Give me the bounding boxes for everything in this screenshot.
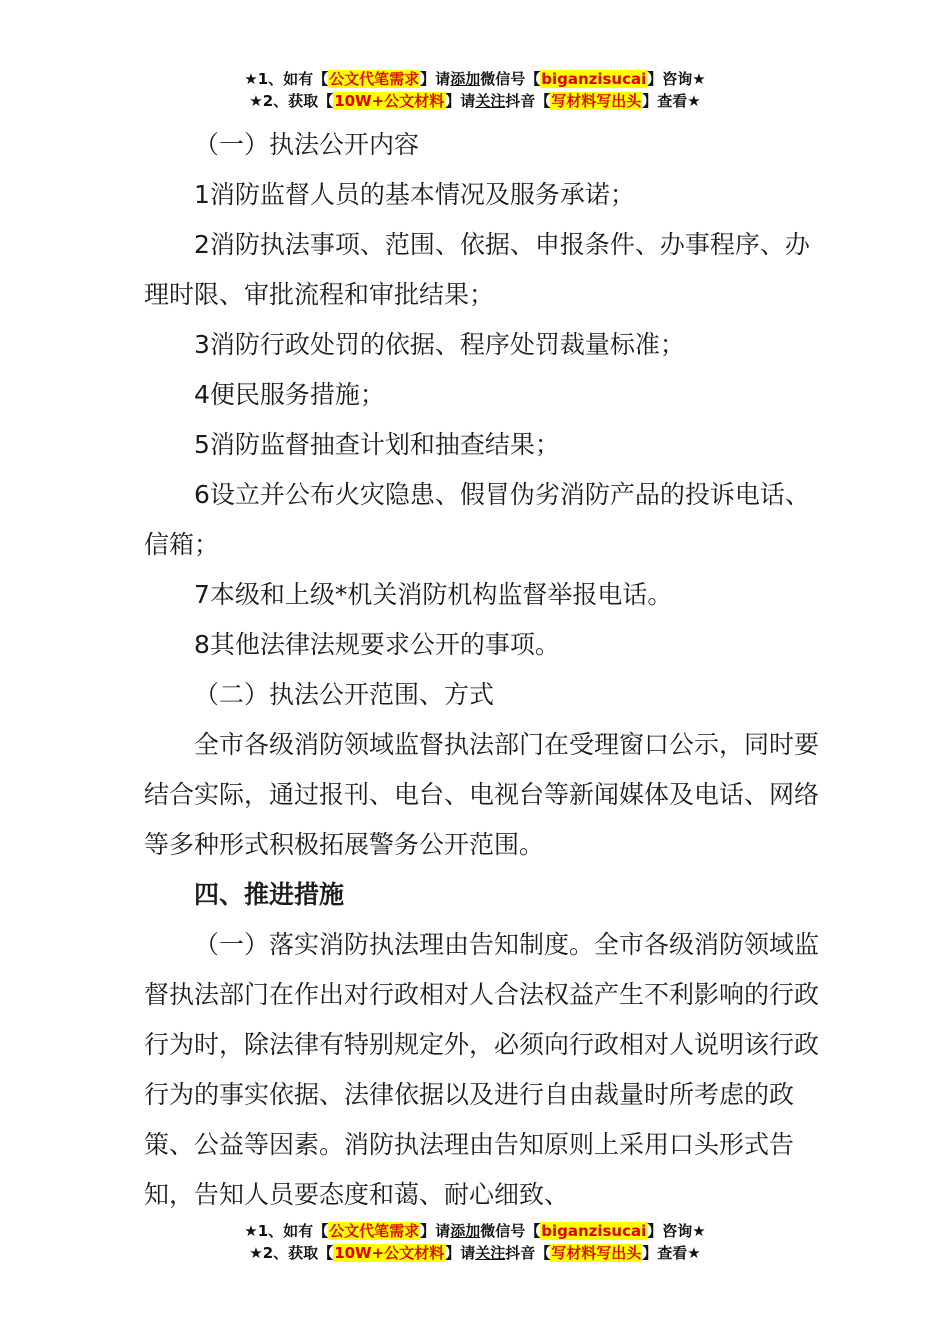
list-item-6: 6设立并公布火灾隐患、假冒伪劣消防产品的投诉电话、信箱； <box>144 480 810 559</box>
list-item-4: 4便民服务措施； <box>194 380 385 409</box>
list-item-7: 7本级和上级*机关消防机构监督举报电话。 <box>194 580 673 609</box>
footer-banner <box>0 1220 950 1264</box>
list-item-2: 2消防执法事项、范围、依据、申报条件、办事程序、办理时限、审批流程和审批结果； <box>144 230 810 309</box>
highlight-wechat-id: biganzisucai <box>541 70 647 88</box>
highlight-service: 公文代笔需求 <box>329 1222 420 1240</box>
list-item-8: 8其他法律法规要求公开的事项。 <box>194 630 560 659</box>
list-item-5: 5消防监督抽查计划和抽查结果； <box>194 430 560 459</box>
document-body <box>144 120 824 1220</box>
footer-line-1: ★1、如有【公文代笔需求】请添加微信号【biganzisucai】咨询★ <box>244 1222 706 1240</box>
banner-line-2: ★2、获取【10W+公文材料】请关注抖音【写材料写出头】查看★ <box>249 92 701 110</box>
section-heading-measures: 四、推进措施 <box>194 880 345 909</box>
paragraph-scope: 全市各级消防领域监督执法部门在受理窗口公示，同时要结合实际，通过报刊、电台、电视台等新闻媒体及电话、网络等多种形式积极拓展警务公开范围。 <box>144 730 820 859</box>
subheading-disclosure-scope: （二）执法公开范围、方式 <box>194 680 495 709</box>
list-item-3: 3消防行政处罚的依据、程序处罚裁量标准； <box>194 330 685 359</box>
highlight-douyin-id: 写材料写出头 <box>551 1244 642 1262</box>
footer-line-2: ★2、获取【10W+公文材料】请关注抖音【写材料写出头】查看★ <box>249 1244 701 1262</box>
paragraph-measure-1: （一）落实消防执法理由告知制度。全市各级消防领域监督执法部门在作出对行政相对人合法权益产生不利影响的行政行为时，除法律有特别规定外，必须向行政相对人说明该行政行为的事实依据、法律依据以及进行自由裁量时所考虑的政策、公益等因素。消防执法理由告知原则上采用口头形式告知，告知人员要态度和蔼、耐心细致、 <box>144 930 820 1209</box>
highlight-douyin-id: 写材料写出头 <box>551 92 642 110</box>
list-item-1: 1消防监督人员的基本情况及服务承诺； <box>194 180 635 209</box>
highlight-materials: 10W+公文材料 <box>334 92 445 110</box>
highlight-materials: 10W+公文材料 <box>334 1244 445 1262</box>
subheading-disclosure-content: （一）执法公开内容 <box>194 130 420 159</box>
highlight-service: 公文代笔需求 <box>329 70 420 88</box>
header-banner <box>0 68 950 112</box>
highlight-wechat-id: biganzisucai <box>541 1222 647 1240</box>
banner-line-1: ★1、如有【公文代笔需求】请添加微信号【biganzisucai】咨询★ <box>244 70 706 88</box>
